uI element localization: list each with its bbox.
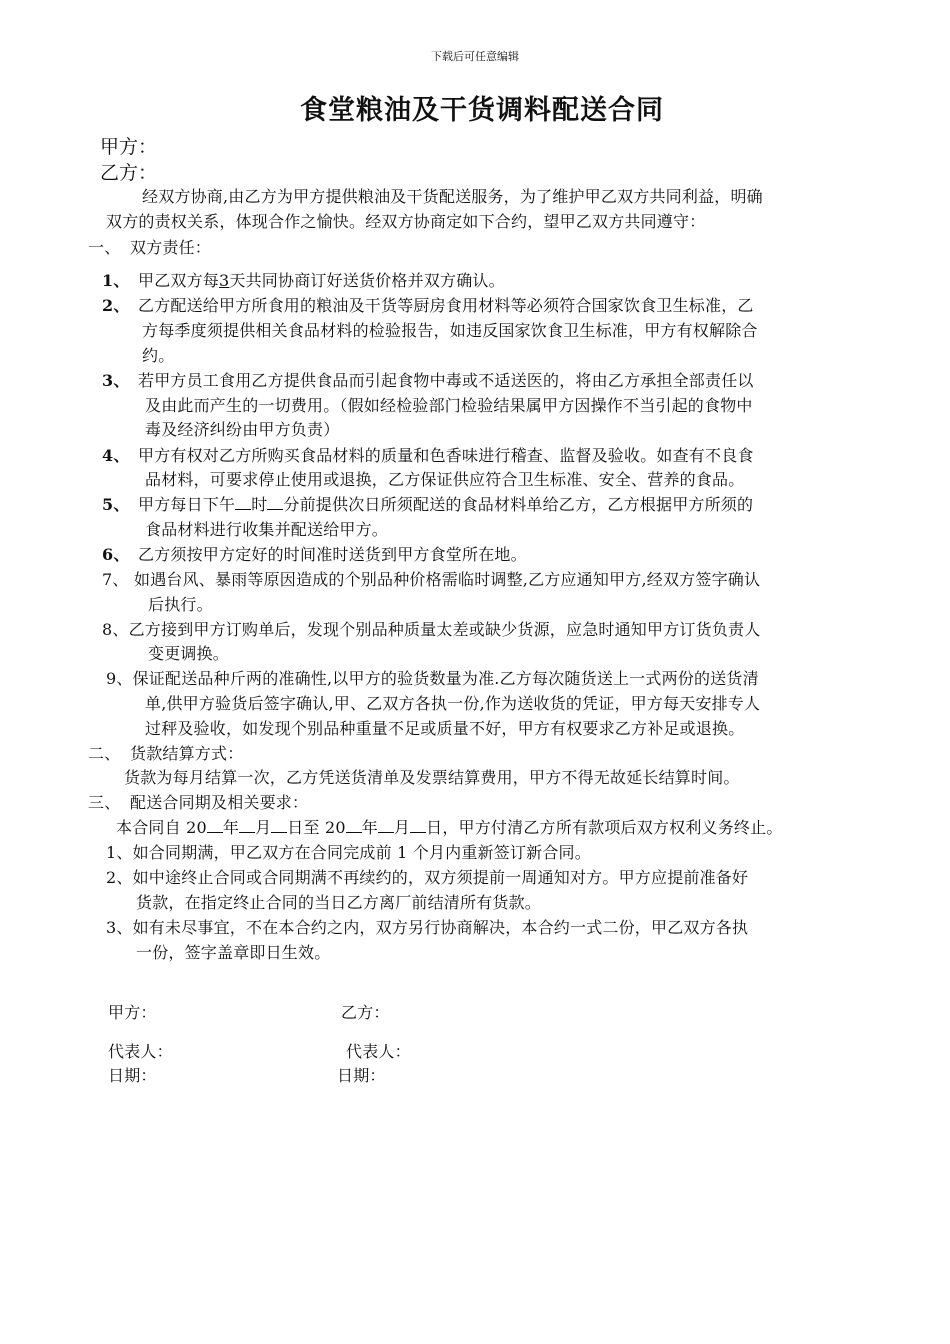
item-line: 变更调换。 [148,644,230,663]
item-line: 食品材料进行收集并配送给甲方。 [145,520,389,539]
item-text: 甲乙双方每 [138,271,220,290]
item-number: 1、 [106,843,133,862]
term-text: 年 [222,818,240,837]
term-text: 日，甲方付清乙方所有款项后双方权利义务终止。 [426,818,783,837]
list-item [106,840,591,863]
item-number: 2、 [106,868,133,887]
contract-title: 食堂粮油及干货调料配送合同 [300,95,664,126]
list-item [102,268,505,291]
list-item [102,368,754,391]
header-note: 下载后可任意编辑 [431,50,519,63]
year-blank [346,818,362,833]
list-item [106,865,748,888]
section-number: 一、 [88,238,121,257]
list-item [106,915,748,938]
item-line: 约。 [142,346,175,365]
item-line: 如中途终止合同或合同期满不再续约的，双方须提前一周通知对方。甲方应提前准备好 [132,868,749,887]
item-line: 若甲方员工食用乙方提供食品而引起食物中毒或不适送医的，将由乙方承担全部责任以 [138,371,754,390]
term-text: 年 [361,818,378,837]
date-b: 日期： [337,1066,386,1085]
section-2-heading [88,741,243,764]
section-number: 二、 [88,744,121,763]
section-title: 货款结算方式： [130,744,244,763]
item-text: 甲方每日下午 [138,495,236,514]
item-line: 甲方有权对乙方所购买食品材料的质量和色香味进行稽查、监督及验收。如查有不良食 [138,446,754,465]
term-text: 月 [393,818,411,837]
signature-party-b: 乙方： [341,1003,390,1022]
item-line: 品材料，可要求停止使用或退换，乙方保证供应符合卫生标准、安全、营养的食品。 [145,470,745,489]
section-title: 配送合同期及相关要求： [130,793,309,812]
item-line: 货款，在指定终止合同的当日乙方离厂前结清所有货款。 [136,893,542,912]
item-line: 毒及经济纠纷由甲方负责） [145,420,340,439]
item-line: 一份，签字盖章即日生效。 [136,943,331,962]
minute-blank [267,495,283,510]
term-text: 月 [255,818,272,837]
item-number: 8、 [102,620,129,639]
representative-b: 代表人： [346,1042,411,1061]
month-blank [239,818,255,833]
item-line: 乙方接到甲方订购单后，发现个别品种质量太差或缺少货源，应急时通知甲方订货负责人 [128,620,761,639]
list-item [102,542,527,565]
list-item [102,567,760,590]
day-blank [271,818,287,833]
item-line: 单,供甲方验货后签字确认,甲、乙双方各执一份,作为送收货的凭证，甲方每天安排专人 [145,694,761,713]
item-line: 如合同期满，甲乙双方在合同完成前 1 个月内重新签订新合同。 [132,843,591,862]
item-number: 4、 [102,446,130,465]
contract-term [116,815,783,838]
list-item [102,492,753,515]
days-value: 3 [219,271,230,290]
month-blank [378,818,394,833]
item-number: 5、 [102,495,130,514]
item-number: 7、 [102,570,129,589]
item-line: 如遇台风、暴雨等原因造成的个别品种价格需临时调整,乙方应通知甲方,经双方签字确认 [134,570,761,589]
day-blank [410,818,426,833]
item-line: 及由此而产生的一切费用。（假如经检验部门检验结果属甲方因操作不当引起的食物中 [145,396,753,415]
intro-line-1: 经双方协商,由乙方为甲方提供粮油及干货配送服务，为了维护甲乙双方共同利益，明确 [142,187,763,206]
list-item [102,617,760,640]
item-number: 9、 [106,669,133,688]
item-line: 乙方须按甲方定好的时间准时送货到甲方食堂所在地。 [138,545,527,564]
section-1-heading [88,235,211,258]
section-3-heading [88,790,308,813]
intro-line-2: 双方的责权关系，体现合作之愉快。经双方协商定如下合约，望甲乙双方共同遵守： [106,212,706,231]
hour-blank [235,495,251,510]
year-blank [207,818,223,833]
item-number: 3、 [102,371,130,390]
item-number: 6、 [102,545,130,564]
item-text: 天共同协商订好送货价格并双方确认。 [229,271,505,290]
list-item [106,666,759,689]
date-a: 日期： [108,1066,157,1085]
item-line: 后执行。 [148,595,213,614]
item-number: 2、 [102,296,130,315]
item-number: 1、 [102,271,130,290]
signature-party-a: 甲方： [108,1003,157,1022]
section-title: 双方责任： [130,238,212,257]
item-text: 时 [251,495,268,514]
party-b-label: 乙方： [100,162,158,184]
term-text: 日至 20 [287,818,346,837]
item-line: 乙方配送给甲方所食用的粮油及干货等厨房食用材料等必须符合国家饮食卫生标准，乙 [138,296,754,315]
item-text: 分前提供次日所须配送的食品材料单给乙方，乙方根据甲方所须的 [283,495,754,514]
item-line: 如有未尽事宜，不在本合约之内，双方另行协商解决，本合约一式二份，甲乙双方各执 [132,918,749,937]
item-number: 3、 [106,918,133,937]
party-a-label: 甲方： [100,136,158,158]
list-item [102,443,754,466]
settlement-text: 货款为每月结算一次，乙方凭送货清单及发票结算费用，甲方不得无故延长结算时间。 [124,768,740,787]
representative-a: 代表人： [108,1042,173,1061]
item-line: 方每季度须提供相关食品材料的检验报告，如违反国家饮食卫生标准，甲方有权解除合 [142,321,758,340]
list-item [102,293,754,316]
item-line: 过秤及验收，如发现个别品种重量不足或质量不好，甲方有权要求乙方补足或退换。 [145,719,745,738]
section-number: 三、 [88,793,121,812]
item-line: 保证配送品种斤两的准确性,以甲方的验货数量为准.乙方每次随货送上一式两份的送货清 [132,669,759,688]
term-text: 本合同自 20 [116,818,207,837]
